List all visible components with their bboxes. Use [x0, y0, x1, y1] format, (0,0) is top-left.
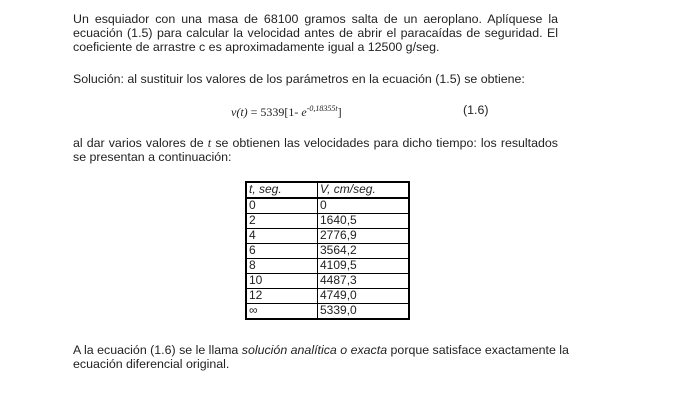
- velocity-cell: 3564,2: [318, 244, 410, 259]
- velocity-cell: 4487,3: [318, 274, 410, 289]
- equation-1-6: [231, 104, 342, 120]
- header-velocity: [318, 182, 410, 198]
- time-cell: 12: [246, 289, 318, 304]
- results-intro: [73, 136, 558, 164]
- header-velocity-label: V, cm/seg.: [320, 182, 376, 196]
- table-row: [246, 289, 409, 304]
- table-row: [246, 244, 409, 259]
- closing-note-emphasis: solución analítica o exacta: [241, 343, 388, 357]
- solution-intro: Solución: al sustituir los valores de los parámetros en la ecuación (1.5) se obtiene:: [73, 72, 525, 86]
- table-row: [246, 259, 409, 274]
- closing-note: [73, 343, 573, 371]
- velocity-table: [245, 181, 410, 320]
- velocity-cell: 4749,0: [318, 289, 410, 304]
- velocity-cell: 4109,5: [318, 259, 410, 274]
- velocity-cell: 5339,0: [318, 304, 410, 320]
- time-cell: 10: [246, 274, 318, 289]
- table-row: [246, 274, 409, 289]
- results-intro-before: al dar varios valores de: [73, 136, 208, 150]
- equation-exponent: -0,18355t: [306, 104, 338, 113]
- time-cell: 0: [246, 198, 318, 214]
- table-row: [246, 214, 409, 229]
- time-cell: ∞: [246, 304, 318, 320]
- table-header-row: [246, 182, 409, 198]
- results-intro-variable: t: [207, 136, 212, 150]
- time-cell: 4: [246, 229, 318, 244]
- header-time: [246, 182, 318, 198]
- header-time-label: t, seg.: [249, 182, 282, 196]
- table-row: [246, 198, 409, 214]
- equation-base: e: [301, 105, 307, 119]
- closing-note-before: A la ecuación (1.6) se le llama: [73, 343, 242, 357]
- results-intro-after: se obtienen las velocidades para dicho tiempo: los resultados se presentan a continuación:: [73, 136, 558, 164]
- closing-note-after: porque satisface exactamente la ecuación diferencial original.: [73, 343, 569, 371]
- table-row: [246, 229, 409, 244]
- equation-lhs: v(t): [231, 105, 248, 119]
- velocity-cell: 0: [318, 198, 410, 214]
- equation-rhs-suffix: ]: [337, 105, 342, 119]
- velocity-cell: 2776,9: [318, 229, 410, 244]
- time-cell: 8: [246, 259, 318, 274]
- equation-rhs-prefix: = 5339[1-: [247, 105, 302, 119]
- velocity-cell: 1640,5: [318, 214, 410, 229]
- table-row: [246, 304, 409, 320]
- problem-statement: Un esquiador con una masa de 68100 gramos salta de un aeroplano. Aplíquese la ecuación (1.5) para calcular la velocidad antes de abrir el paracaídas de seguridad. El coeficiente de arrastre c es aproximadamente igual a 12500 g/seg.: [73, 12, 558, 54]
- equation-number: (1.6): [463, 103, 489, 117]
- time-cell: 2: [246, 214, 318, 229]
- time-cell: 6: [246, 244, 318, 259]
